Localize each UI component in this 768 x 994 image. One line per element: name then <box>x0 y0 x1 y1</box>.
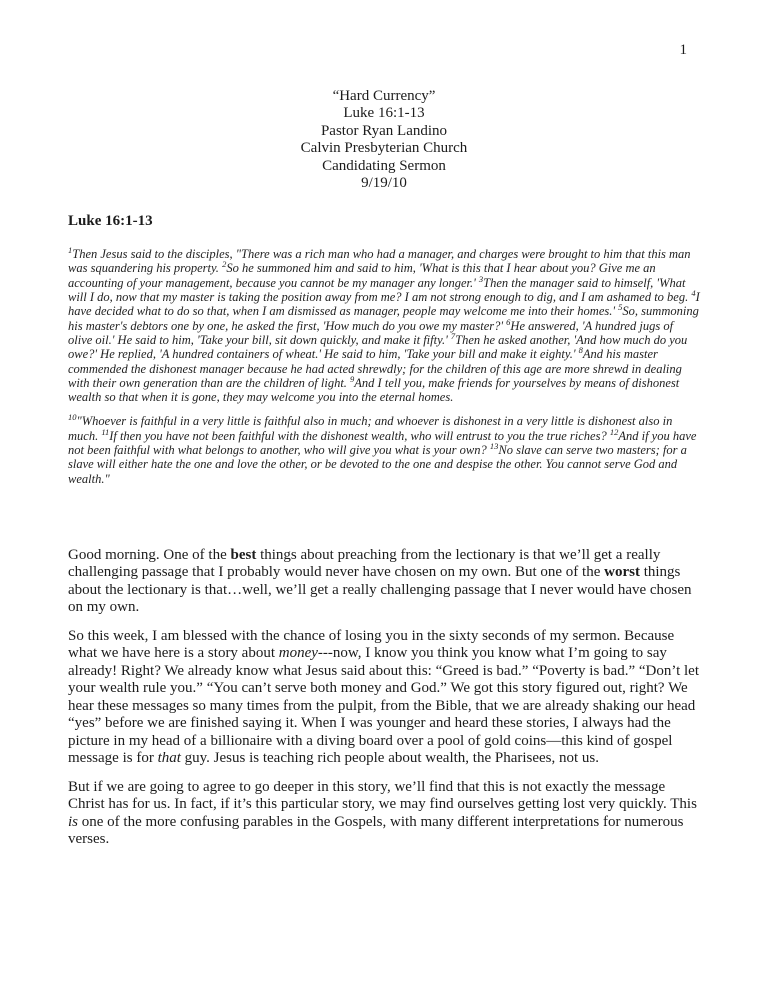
text-segment-sup: 8 <box>578 345 583 356</box>
scripture-heading: Luke 16:1-13 <box>68 213 153 230</box>
title-line: 9/19/10 <box>361 175 407 192</box>
title-block <box>68 88 700 192</box>
text-segment: He answered, 'A hundred jugs of olive oil.' He said to him, 'Take your bill, sit down quickly, and make it fifty.' <box>68 318 674 347</box>
text-segment-sup: 6 <box>506 316 511 327</box>
sermon-body <box>68 547 700 849</box>
title-line: Calvin Presbyterian Church <box>300 140 468 157</box>
text-segment: things about the lectionary is that…well, we’ll get a really challenging passage that I never would have chosen on my own. <box>68 564 692 616</box>
text-segment-sup: 7 <box>450 330 456 341</box>
text-segment-sup: 3 <box>478 273 484 284</box>
text-segment: Then Jesus said to the disciples, "There was a rich man who had a manager, and charges were brought to him that this man was squandering his property. <box>68 246 691 276</box>
text-segment-sup: 11 <box>101 426 110 437</box>
paragraph <box>68 628 700 767</box>
text-segment: "Whoever is faithful in a very little is faithful also in much; and whoever is dishonest in a very little is dishonest also in much. <box>68 414 673 443</box>
text-segment: So, summoning his master's debtors one by one, he asked the first, 'How much do you owe my master?' <box>68 304 699 333</box>
text-segment: Then the manager said to himself, 'What will I do, now that my master is taking the position away from me? I am not strong enough to dig, and I am ashamed to beg. <box>68 275 692 304</box>
text-segment-sup: 13 <box>489 440 499 451</box>
paragraph <box>68 244 700 405</box>
text-segment-i: that <box>157 749 181 766</box>
title-line: Luke 16:1-13 <box>343 105 425 122</box>
text-segment: No slave can serve two masters; for a slave will either hate the one and love the other, or be devoted to the one and despise the other. You cannot serve God and wealth." <box>68 442 687 486</box>
title-line: Pastor Ryan Landino <box>320 122 448 139</box>
text-segment-sup: 4 <box>691 287 696 298</box>
text-segment: So he summoned him and said to him, 'What is this that I hear about you? Give me an accounting of your management, because you cannot be my manager any longer.' <box>68 261 656 290</box>
text-segment-sup: 9 <box>350 373 355 384</box>
paragraph <box>68 547 700 617</box>
text-segment: I have decided what to do so that, when I am dismissed as manager, people may welcome me into their homes.' <box>68 289 700 319</box>
text-segment: things about preaching from the lectionary is that we’ll get a really challenging passage that I probably would never have chosen on my own. But one of the <box>68 546 661 581</box>
text-segment: ---now, I know you think you know what I’m going to say already! Right? We already know what Jesus said about this: “Greed is bad.” “Poverty is bad.” “Don’t let your wealth rule you.” “You can’t serve both money and God.” We got this story figured out, right? We hear these messages so many times from the pulpit, from the Bible, that we are already shaking our head “yes” before we are finished saying it. When I was younger and heard these stories, I always had the picture in my head of a billionaire with a diving board over a pool of gold coins—this kind of gospel message is for <box>68 645 699 766</box>
text-segment-sup: 10 <box>68 412 77 423</box>
page-number: 1 <box>679 42 687 58</box>
scripture-passage <box>68 244 700 486</box>
text-segment-sup: 12 <box>609 426 619 437</box>
title-line: “Hard Currency” <box>332 88 436 104</box>
text-segment: But if we are going to agree to go deeper in this story, we’ll find that this is not exactly the message Christ has for us. In fact, if it’s this particular story, we may find ourselves getting lost very quickly. This <box>68 778 697 813</box>
text-segment: And if you have not been faithful with what belongs to another, who will give you what is your own? <box>68 428 697 457</box>
paragraph <box>68 414 700 486</box>
text-segment-b: best <box>230 546 257 563</box>
text-segment: guy. Jesus is teaching rich people about wealth, the Pharisees, not us. <box>180 749 600 766</box>
text-segment: If then you have not been faithful with the dishonest wealth, who will entrust to you the true riches? <box>109 428 610 443</box>
text-segment: So this week, I am blessed with the chance of losing you in the sixty seconds of my sermon. Because what we have here is a story about <box>68 628 675 662</box>
paragraph <box>68 779 700 849</box>
text-segment: one of the more confusing parables in the Gospels, with many different interpretations for numerous verses. <box>68 813 684 848</box>
text-segment-b: worst <box>604 564 640 581</box>
text-segment: And I tell you, make friends for yourselves by means of dishonest wealth so that when it is gone, they may welcome you into the eternal homes. <box>68 375 680 405</box>
text-segment-i: money <box>278 645 318 662</box>
text-segment: And his master commended the dishonest manager because he had acted shrewdly; for the children of this age are more shrewd in dealing with their own generation than are the children of light. <box>68 347 682 390</box>
text-segment: Good morning. One of the <box>68 546 231 563</box>
text-segment-i: is <box>68 813 79 830</box>
text-segment-sup: 5 <box>618 302 623 313</box>
title-line: Candidating Sermon <box>322 157 446 174</box>
text-segment: Then he asked another, 'And how much do you owe?' He replied, 'A hundred containers of wheat.' He said to him, 'Take your bill and make it eighty.' <box>68 332 688 362</box>
text-segment-sup: 1 <box>68 244 73 255</box>
text-segment-sup: 2 <box>222 259 227 270</box>
